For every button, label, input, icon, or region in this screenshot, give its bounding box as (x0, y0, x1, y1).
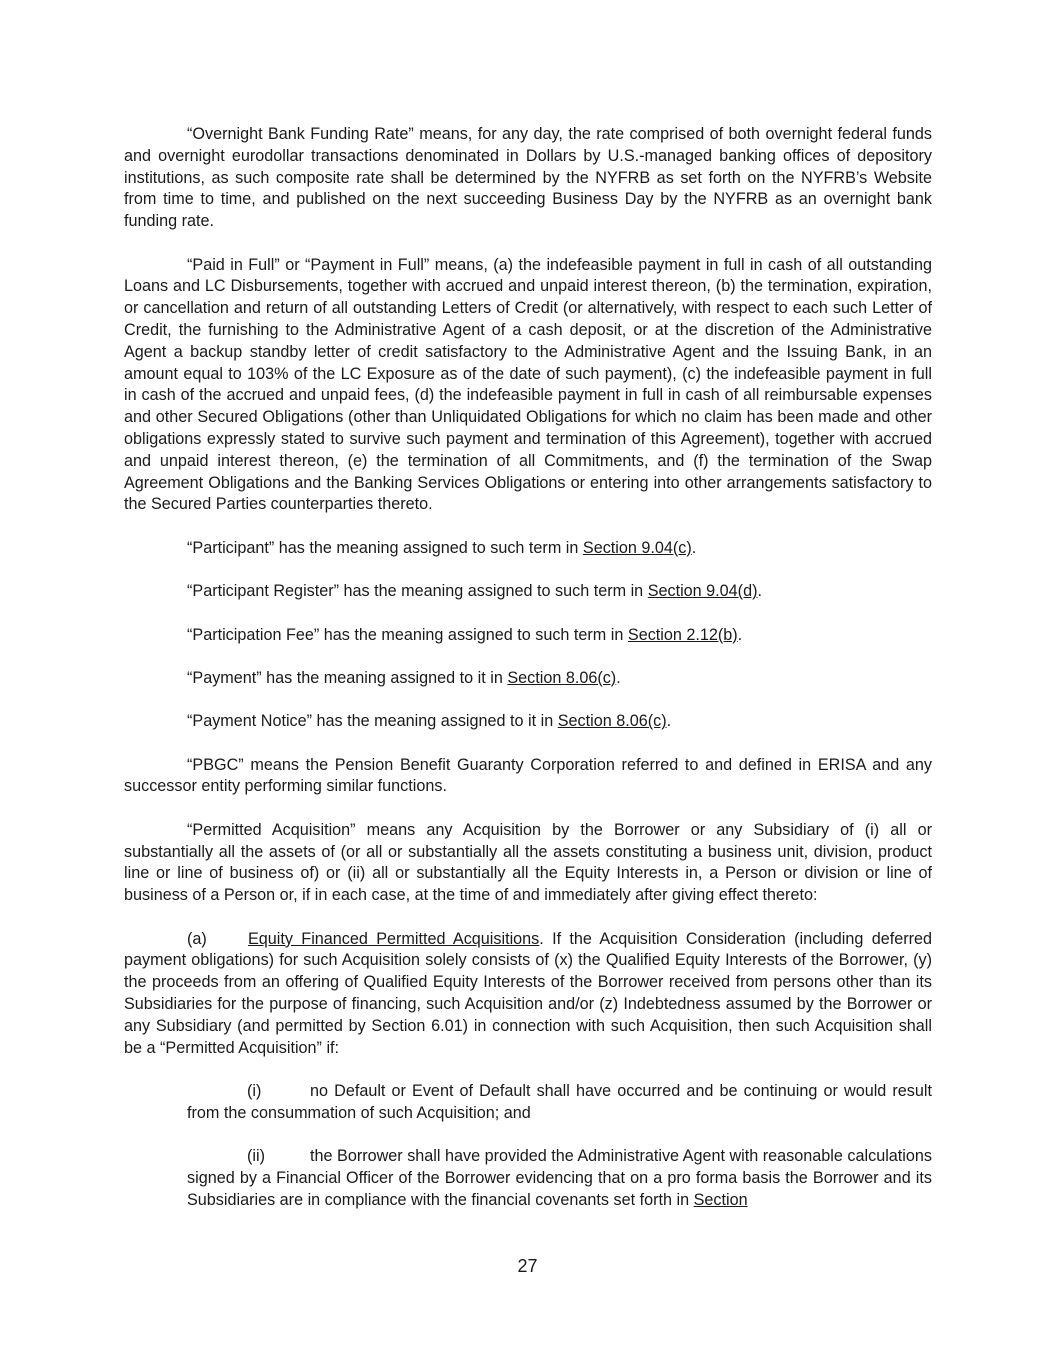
section-reference-link[interactable]: Section 2.12(b) (627, 625, 738, 644)
period: . (666, 712, 672, 731)
section-reference-link[interactable]: Section (693, 1190, 748, 1209)
clause-label: (a) (187, 929, 207, 948)
document-page (124, 124, 932, 1233)
definition-participation-fee (124, 625, 932, 647)
clause-i (187, 1081, 932, 1125)
definition-participant (124, 538, 932, 560)
period: . (757, 582, 762, 601)
clause-heading: Equity Financed Permitted Acquisitions (248, 929, 540, 948)
definition-text: “Participant Register” has the meaning assigned to such term in (187, 582, 648, 601)
period: . (691, 538, 697, 557)
definition-payment-notice (124, 711, 932, 733)
clause-text: . If the Acquisition Consideration (including deferred payment obligations) for such Acquisition solely consists of (x) the Qualified Equity Interests of the Borrower, (y) the proceeds from an offering of Qualified Equity Interests of the Borrower received from persons other than its Subsidiaries for the purpose of financing, such Acquisition and/or (z) Indebtedness assumed by the Borrower or any Subsidiary (and permitted by Section 6.01) in connection with such Acquisition, then such Acquisition shall be a “Permitted Acquisition” if: (124, 929, 932, 1057)
clause-label: (i) (247, 1082, 262, 1101)
section-reference-link[interactable]: Section 9.04(c) (582, 538, 692, 557)
page-number: 27 (517, 1256, 538, 1276)
definition-text: “Payment Notice” has the meaning assigned to it in (187, 712, 558, 731)
definition-overnight-bank-funding-rate: “Overnight Bank Funding Rate” means, for any day, the rate comprised of both overnight federal funds and overnight eurodollar transactions denominated in Dollars by U.S.-managed banking offices of depository institutions, as such composite rate shall be determined by the NYFRB as set forth on the NYFRB’s Website from time to time, and published on the next succeeding Business Day by the NYFRB as an overnight bank funding rate. (124, 125, 932, 231)
period: . (616, 668, 621, 687)
period: . (737, 625, 743, 644)
definition-text: “Participation Fee” has the meaning assigned to such term in (187, 625, 628, 644)
section-reference-link[interactable]: Section 8.06(c) (557, 712, 667, 731)
definition-permitted-acquisition: “Permitted Acquisition” means any Acquisition by the Borrower or any Subsidiary of (i) all or substantially all the assets of (or all or substantially all the assets constituting a business unit, division, product line or line of business of) or (ii) all or substantially all the Equity Interests in, a Person or division or line of business of a Person or, if in each case, at the time of and immediately after giving effect thereto: (124, 820, 932, 905)
definition-text: “Participant” has the meaning assigned to such term in (187, 538, 583, 557)
clause-a (124, 929, 932, 1060)
clause-ii (187, 1146, 932, 1211)
definition-participant-register (124, 581, 932, 603)
definition-pbgc: “PBGC” means the Pension Benefit Guaranty Corporation referred to and defined in ERISA and any successor entity performing similar functions. (124, 755, 932, 796)
definition-paid-in-full: “Paid in Full” or “Payment in Full” means, (a) the indefeasible payment in full in cash of all outstanding Loans and LC Disbursements, together with accrued and unpaid interest thereon, (b) the termination, expiration, or cancellation and return of all outstanding Letters of Credit (or alternatively, with respect to each such Letter of Credit, the furnishing to the Administrative Agent of a cash deposit, or at the discretion of the Administrative Agent a backup standby letter of credit satisfactory to the Administrative Agent and the Issuing Bank, in an amount equal to 103% of the LC Exposure as of the date of such payment), (c) the indefeasible payment in full in cash of the accrued and unpaid fees, (d) the indefeasible payment in full in cash of all reimbursable expenses and other Secured Obligations (other than Unliquidated Obligations for which no claim has been made and other obligations expressly stated to survive such payment and termination of this Agreement), together with accrued and unpaid interest thereon, (e) the termination of all Commitments, and (f) the termination of the Swap Agreement Obligations and the Banking Services Obligations or entering into other arrangements satisfactory to the Secured Parties counterparties thereto. (124, 255, 932, 514)
clause-label: (ii) (247, 1147, 265, 1166)
definition-payment (124, 668, 932, 690)
clause-text: the Borrower shall have provided the Administrative Agent with reasonable calculations signed by a Financial Officer of the Borrower evidencing that on a pro forma basis the Borrower and its Subsidiaries are in compliance with the financial covenants set forth in (187, 1147, 932, 1209)
definition-text: “Payment” has the meaning assigned to it in (187, 668, 508, 687)
section-reference-link[interactable]: Section 8.06(c) (507, 668, 617, 687)
section-reference-link[interactable]: Section 9.04(d) (647, 582, 758, 601)
clause-text: no Default or Event of Default shall have occurred and be continuing or would result from the consummation of such Acquisition; and (187, 1082, 932, 1122)
